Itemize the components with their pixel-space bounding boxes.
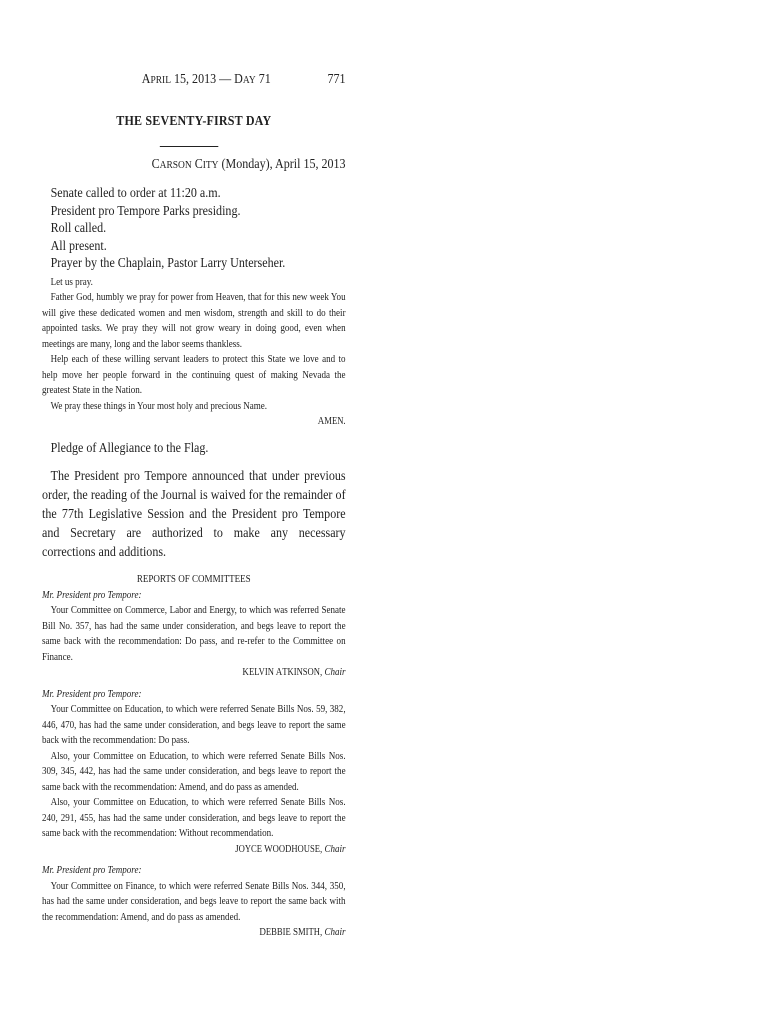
prayer-amen — [42, 414, 346, 430]
sig-last-initial: A — [273, 667, 283, 678]
report-salutation: Mr. President pro Tempore: — [42, 589, 142, 601]
report-signature — [42, 665, 346, 681]
report-signature — [42, 842, 346, 858]
sig-last-initial: W — [262, 843, 273, 855]
sig-first-rest: OYCE — [238, 843, 263, 855]
sig-first-rest: EBBIE — [265, 927, 291, 938]
opening-line: Prayer by the Chaplain, Pastor Larry Unterseher. — [50, 256, 286, 271]
dateline — [42, 157, 346, 173]
opening-line: Senate called to order at 11:20 a.m. — [50, 186, 221, 201]
rh-day-number: 71 — [255, 72, 271, 87]
day-title: THE SEVENTY-FIRST DAY — [116, 114, 272, 129]
sig-title: , Chair — [319, 927, 346, 938]
pledge-line: Pledge of Allegiance to the Flag. — [50, 440, 209, 456]
sig-first-rest: ELVIN — [248, 667, 274, 678]
sig-first-initial: K — [242, 667, 249, 678]
committee-report — [42, 687, 346, 858]
dateline-city-rest: ITY — [202, 159, 219, 171]
running-head — [42, 72, 346, 92]
rh-april-initial: A — [141, 72, 151, 87]
sig-title: , Chair — [319, 843, 346, 855]
committee-report — [42, 588, 346, 681]
dateline-carson-rest: ARSON — [159, 159, 192, 171]
prayer-text — [42, 275, 346, 430]
sig-title: , Chair — [319, 667, 346, 678]
amen-rest: MEN. — [324, 416, 346, 427]
title-rule — [160, 146, 218, 147]
reports-heading: REPORTS OF COMMITTEES — [136, 574, 251, 585]
opening-line: Roll called. — [50, 221, 107, 236]
rh-day-initial: D — [234, 72, 243, 87]
sig-first-initial: J — [235, 843, 239, 855]
amen-initial: A — [317, 416, 325, 427]
page-body — [42, 72, 346, 941]
prayer-paragraph: Father God, humbly we pray for power from Heaven, that for this new week You will give these dedicated women and men wisdom, strength and skill to do their appointed tasks. We pray they will not grow weary in doing good, even when meetings are many, long and the labor seems thankless. — [42, 292, 346, 350]
opening-line: All present. — [50, 238, 107, 254]
running-head-date — [142, 72, 271, 88]
sig-last-rest: MITH — [297, 927, 320, 938]
report-paragraph: Your Committee on Education, to which were referred Senate Bills Nos. 59, 382, 446, 470, has had the same under consideration, and begs leave to report the same back with the recommendation: Do pass. — [42, 704, 346, 746]
prayer-paragraph: Let us pray. — [50, 276, 93, 288]
report-salutation: Mr. President pro Tempore: — [42, 688, 142, 700]
prayer-paragraph: We pray these things in Your most holy and precious Name. — [50, 400, 268, 412]
page-number: 771 — [327, 72, 346, 87]
report-paragraph: Also, your Committee on Education, to which were referred Senate Bills Nos. 240, 291, 455, has had the same under consideration, and begs leave to report the same back with the recommendation: Without recommendation. — [42, 797, 346, 839]
report-paragraph: Your Committee on Commerce, Labor and Energy, to which was referred Senate Bill No. 357, has had the same under consideration, and begs leave to report the same back with the recommendation: Do pass, and re-refer to the Committee on Finance. — [42, 605, 346, 663]
report-paragraph: Your Committee on Finance, to which were referred Senate Bills Nos. 344, 350, has had the same under consideration, and begs leave to report the same back with the recommendation: Amend, and do pass as amended. — [42, 880, 346, 923]
prayer-paragraph: Help each of these willing servant leaders to protect this State we love and to help move her people forward in the continuing quest of making Nevada the greatest State in the Nation. — [42, 354, 346, 396]
opening-line: President pro Tempore Parks presiding. — [50, 203, 241, 219]
rh-day-rest: AY — [242, 74, 256, 86]
rh-april-rest: PRIL — [150, 74, 171, 86]
sig-last-initial: S — [290, 927, 298, 938]
report-salutation: Mr. President pro Tempore: — [42, 865, 142, 876]
rh-date: 15, 2013 — — [170, 72, 235, 87]
dateline-date: (Monday), April 15, 2013 — [218, 157, 346, 172]
journal-page — [42, 72, 346, 941]
committee-report — [42, 863, 346, 941]
sig-last-rest: OODHOUSE — [272, 843, 320, 855]
report-paragraph: Also, your Committee on Education, to which were referred Senate Bills Nos. 309, 345, 442, has had the same under consideration, and begs leave to report the same back with the recommendation: Amend, and do pass as amended. — [42, 750, 346, 793]
dateline-carson-initial: C — [151, 157, 160, 172]
dateline-city-initial: C — [191, 157, 203, 172]
announcement-paragraph: The President pro Tempore announced that under previous order, the reading of the Journal is waived for the remainder of the 77th Legislative Session and the President pro Tempore and Secretary are authorized to make any necessary corrections and additions. — [42, 469, 346, 560]
sig-first-initial: D — [259, 927, 266, 938]
report-signature — [42, 925, 346, 941]
sig-last-rest: TKINSON — [282, 667, 320, 678]
